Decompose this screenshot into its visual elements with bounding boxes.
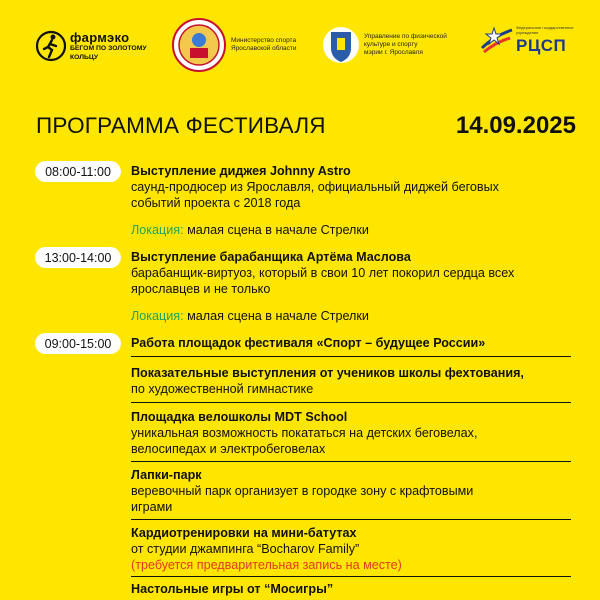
event-board-games-title: Настольные игры от “Мосигры” [131,582,334,596]
page-title: ПРОГРАММА ФЕСТИВАЛЯ [36,113,326,138]
event-board-games [131,581,571,597]
event-trampoline [131,525,571,573]
ministry-line-2: Ярославской области [231,45,297,52]
festival-date: 14.09.2025 [455,112,576,139]
event-dj-desc-2: событий проекта с 2018 года [131,196,301,210]
divider [131,576,571,577]
divider [131,402,571,403]
time-badge-3: 09:00-15:00 [35,333,121,354]
farmeko-name: фармэко [70,30,130,46]
divider [131,461,571,462]
ministry-logo [172,18,297,72]
event-drummer-title: Выступление барабанщика Артёма Маслова [131,250,411,264]
event-dj-desc-1: саунд-продюсер из Ярославля, официальный диджей беговых [131,180,499,194]
event-drummer [131,249,571,297]
ministry-emblem-icon [172,18,226,72]
event-lapki-park-desc-1: веревочный парк организует в городке зону с крафтовыми [131,484,474,498]
event-dj-location [131,222,571,238]
event-bike-school-desc-2: велосипедах и электробеговелах [131,442,326,456]
event-trampoline-desc-1: от студии джампинга “Bocharov Family” [131,542,360,556]
event-lapki-park-title: Лапки-парк [131,468,202,482]
location-label: Локация: [131,309,184,323]
farmeko-sub-2: КОЛЬЦУ [70,53,99,61]
rcsp-name: РЦСП [516,35,567,55]
event-trampoline-title: Кардиотренировки на мини-батутах [131,526,357,540]
rcsp-top-1: Федеральное государственное [516,25,574,31]
event-fencing-desc-1: по художественной гимнастике [131,382,314,396]
title-row [36,108,576,144]
star-swoosh-icon [480,26,514,56]
rcsp-logo [480,26,574,56]
event-sport-areas-title: Работа площадок фестиваля «Спорт – будущее России» [131,336,486,350]
city-crest-icon [323,24,359,66]
location-label: Локация: [131,223,184,237]
location-value: малая сцена в начале Стрелки [187,223,369,237]
uprav-line-3: мэрии г. Ярославля [364,49,423,57]
divider [131,356,571,357]
event-fencing-title: Показательные выступления от учеников школы фехтования, [131,366,524,380]
event-fencing [131,365,571,397]
farmeko-logo [36,28,147,64]
runner-emblem-icon [36,28,66,64]
event-drummer-desc-2: ярославцев и не только [131,282,271,296]
event-dj [131,163,571,211]
time-badge-2: 13:00-14:00 [35,247,121,268]
partner-logos [0,14,600,104]
uprav-logo [323,24,447,66]
event-drummer-location [131,308,571,324]
location-value: малая сцена в начале Стрелки [187,309,369,323]
uprav-line-1: Управление по физической [364,32,447,40]
event-bike-school-title: Площадка велошколы MDT School [131,410,348,424]
event-trampoline-note: (требуется предварительная запись на месте) [131,558,402,572]
time-badge-1: 08:00-11:00 [35,161,121,182]
rcsp-top-2: учреждение [516,30,539,35]
event-lapki-park [131,467,571,515]
event-drummer-desc-1: барабанщик-виртуоз, который в свои 10 лет покорил сердца всех [131,266,515,280]
ministry-line-1: Министерство спорта [231,36,297,44]
event-sport-areas [131,335,571,351]
farmeko-sub-1: БЕГОМ ПО ЗОЛОТОМУ [70,45,147,53]
event-lapki-park-desc-2: играми [131,500,173,514]
uprav-line-2: культуре и спорту [364,40,418,48]
event-bike-school [131,409,571,457]
event-dj-title: Выступление диджея Johnny Astro [131,164,351,178]
divider [131,519,571,520]
event-bike-school-desc-1: уникальная возможность покататься на детских беговелах, [131,426,478,440]
